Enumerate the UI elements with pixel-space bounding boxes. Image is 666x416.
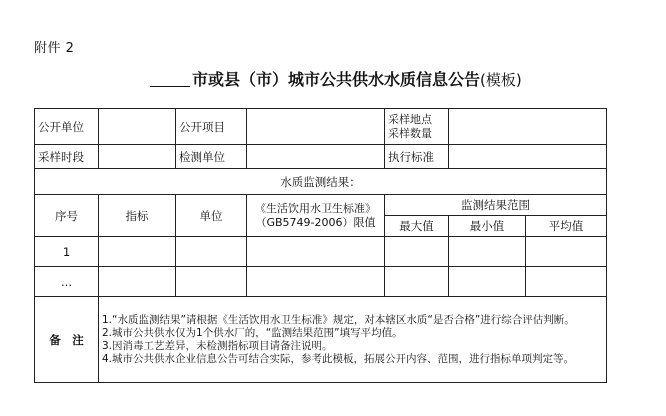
sampling-period-label: 采样时段	[35, 145, 99, 169]
title-blank-line	[150, 70, 190, 87]
note-item: 2.城市公共供水仅为1个供水厂的，“监测结果范围”填写平均值。	[102, 326, 403, 339]
results-heading-row	[35, 169, 607, 195]
notes-label: 备 注	[35, 297, 99, 383]
header-standard-line1: 《生活饮用水卫生标准》	[255, 201, 376, 215]
attachment-label: 附件 2	[34, 41, 75, 56]
note-item: 1.“水质监测结果”请根据《生活饮用水卫生标准》规定，对本辖区水质“是否合格”进行综合评估判断。	[102, 313, 575, 326]
notes-content	[99, 297, 607, 383]
row-avg-cell[interactable]	[526, 237, 607, 267]
public-item-value[interactable]	[247, 109, 385, 145]
water-quality-form	[34, 108, 607, 383]
public-item-label: 公开项目	[176, 109, 247, 145]
title-main: 市或县（市）城市公共供水水质信息公告	[192, 70, 481, 89]
sampling-location-count-value[interactable]	[449, 109, 607, 145]
sampling-location-label: 采样地点	[388, 112, 432, 126]
row-limit-cell[interactable]	[247, 267, 385, 297]
testing-unit-label: 检测单位	[176, 145, 247, 169]
header-seq: 序号	[35, 195, 99, 237]
sampling-period-value[interactable]	[99, 145, 176, 169]
row-avg-cell[interactable]	[526, 267, 607, 297]
sampling-location-count-label	[385, 109, 449, 145]
public-unit-value[interactable]	[99, 109, 176, 145]
execution-standard-label: 执行标准	[385, 145, 449, 169]
header-range: 监测结果范围	[385, 195, 607, 216]
header-unit: 单位	[176, 195, 247, 237]
note-item: 3.因消毒工艺差异，未检测指标项目请备注说明。	[102, 339, 333, 352]
execution-standard-value[interactable]	[449, 145, 607, 169]
row-min-cell[interactable]	[449, 237, 526, 267]
row-limit-cell[interactable]	[247, 237, 385, 267]
header-standard-line2: （GB5749-2006）限值	[255, 215, 376, 229]
sampling-count-label: 采样数量	[388, 126, 432, 140]
note-item: 4.城市公共供水企业信息公告可结合实际，参考此模板，拓展公开内容、范围，进行指标单项判定等。	[102, 352, 575, 365]
header-min: 最小值	[449, 216, 526, 237]
row-min-cell[interactable]	[449, 267, 526, 297]
form-row-public	[35, 109, 607, 145]
table-row	[35, 237, 607, 267]
table-row	[35, 267, 607, 297]
header-avg: 平均值	[526, 216, 607, 237]
row-unit-cell[interactable]	[176, 267, 247, 297]
row-seq: 1	[35, 237, 99, 267]
row-max-cell[interactable]	[385, 267, 449, 297]
row-unit-cell[interactable]	[176, 237, 247, 267]
public-unit-label: 公开单位	[35, 109, 99, 145]
header-standard-limit	[247, 195, 385, 237]
header-max: 最大值	[385, 216, 449, 237]
header-indicator: 指标	[99, 195, 176, 237]
header-row-1	[35, 195, 607, 216]
row-indicator-cell[interactable]	[99, 237, 176, 267]
row-seq: ...	[35, 267, 99, 297]
results-heading: 水质监测结果：	[35, 169, 607, 195]
title-suffix: (模板)	[480, 71, 522, 89]
page-title	[150, 67, 570, 90]
row-max-cell[interactable]	[385, 237, 449, 267]
testing-unit-value[interactable]	[247, 145, 385, 169]
form-row-sampling	[35, 145, 607, 169]
notes-row	[35, 297, 607, 383]
row-indicator-cell[interactable]	[99, 267, 176, 297]
